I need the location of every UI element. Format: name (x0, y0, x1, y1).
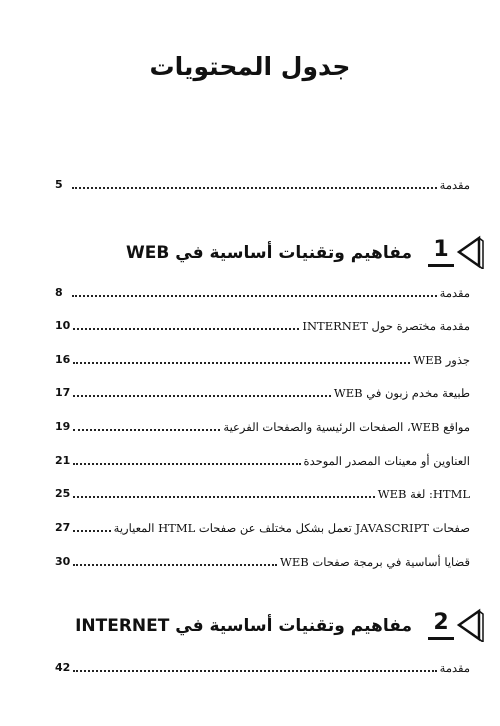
toc-entry-title: طبيعة مخدم زبون في WEB (333, 386, 470, 400)
toc-entry[interactable] (55, 383, 470, 401)
leader-dots (72, 294, 437, 297)
toc-entry[interactable] (55, 484, 470, 502)
toc-entry-page: 5 (55, 178, 63, 191)
toc-entry-title: صفحات JAVASCRIPT تعمل بشكل مختلف عن صفحات HTML المعيارية (113, 521, 470, 535)
toc-entry-page: 17 (55, 386, 71, 399)
toc-entry-title: مقدمة (439, 661, 470, 675)
leader-dots (73, 529, 110, 532)
leader-dots (73, 428, 220, 431)
leader-dots (73, 495, 374, 498)
toc-entry[interactable] (55, 417, 470, 435)
toc-entry-title: مواقع WEB، الصفحات الرئيسية والصفحات الفرعية (223, 420, 470, 434)
page-title: جدول المحتويات (149, 52, 351, 81)
toc-entry-page: 30 (55, 555, 71, 568)
leader-dots (72, 186, 437, 189)
toc-entry-page: 19 (55, 420, 71, 433)
leader-dots (73, 462, 300, 465)
toc-entry[interactable] (55, 552, 470, 570)
toc-entry-page: 16 (55, 353, 71, 366)
toc-entry[interactable] (55, 451, 470, 469)
chapter-arrow-icon (455, 608, 485, 642)
toc-entry-page: 27 (55, 521, 71, 534)
leader-dots (73, 361, 410, 364)
toc-entry-page: 42 (55, 661, 71, 674)
toc-entry[interactable] (55, 518, 470, 536)
toc-entry[interactable] (55, 283, 470, 301)
toc-entry-page: 8 (55, 286, 63, 299)
toc-entry-title: العناوين أو معينات المصدر الموحدة (303, 454, 470, 468)
leader-dots (73, 563, 277, 566)
toc-entry-page: 21 (55, 454, 71, 467)
toc-entry-page: 10 (55, 319, 71, 332)
chapter-title: مفاهيم وتقنيات أساسية في WEB (126, 243, 412, 263)
leader-dots (73, 394, 331, 397)
chapter-1-header[interactable] (0, 235, 500, 275)
toc-entry-intro[interactable] (55, 175, 470, 193)
toc-entry[interactable] (55, 658, 470, 676)
toc-entry-title: مقدمة مختصرة حول INTERNET (302, 319, 470, 333)
toc-entry-title: قضايا أساسية في برمجة صفحات WEB (280, 555, 470, 569)
chapter-arrow-icon (455, 235, 485, 269)
toc-entry-page: 25 (55, 487, 71, 500)
chapter-number: 1 (428, 236, 454, 267)
toc-entry-title: HTML: لغة WEB (377, 487, 470, 501)
toc-entry-title: مقدمة (439, 286, 470, 300)
leader-dots (73, 669, 436, 672)
toc-entry-title: جذور WEB (413, 353, 470, 367)
toc-entry[interactable] (55, 316, 470, 334)
leader-dots (73, 327, 299, 330)
chapter-title: مفاهيم وتقنيات أساسية في INTERNET (75, 616, 412, 636)
chapter-number: 2 (428, 609, 454, 640)
toc-entry[interactable] (55, 350, 470, 368)
chapter-2-header[interactable] (0, 608, 500, 648)
toc-entry-title: مقدمة (439, 178, 470, 192)
